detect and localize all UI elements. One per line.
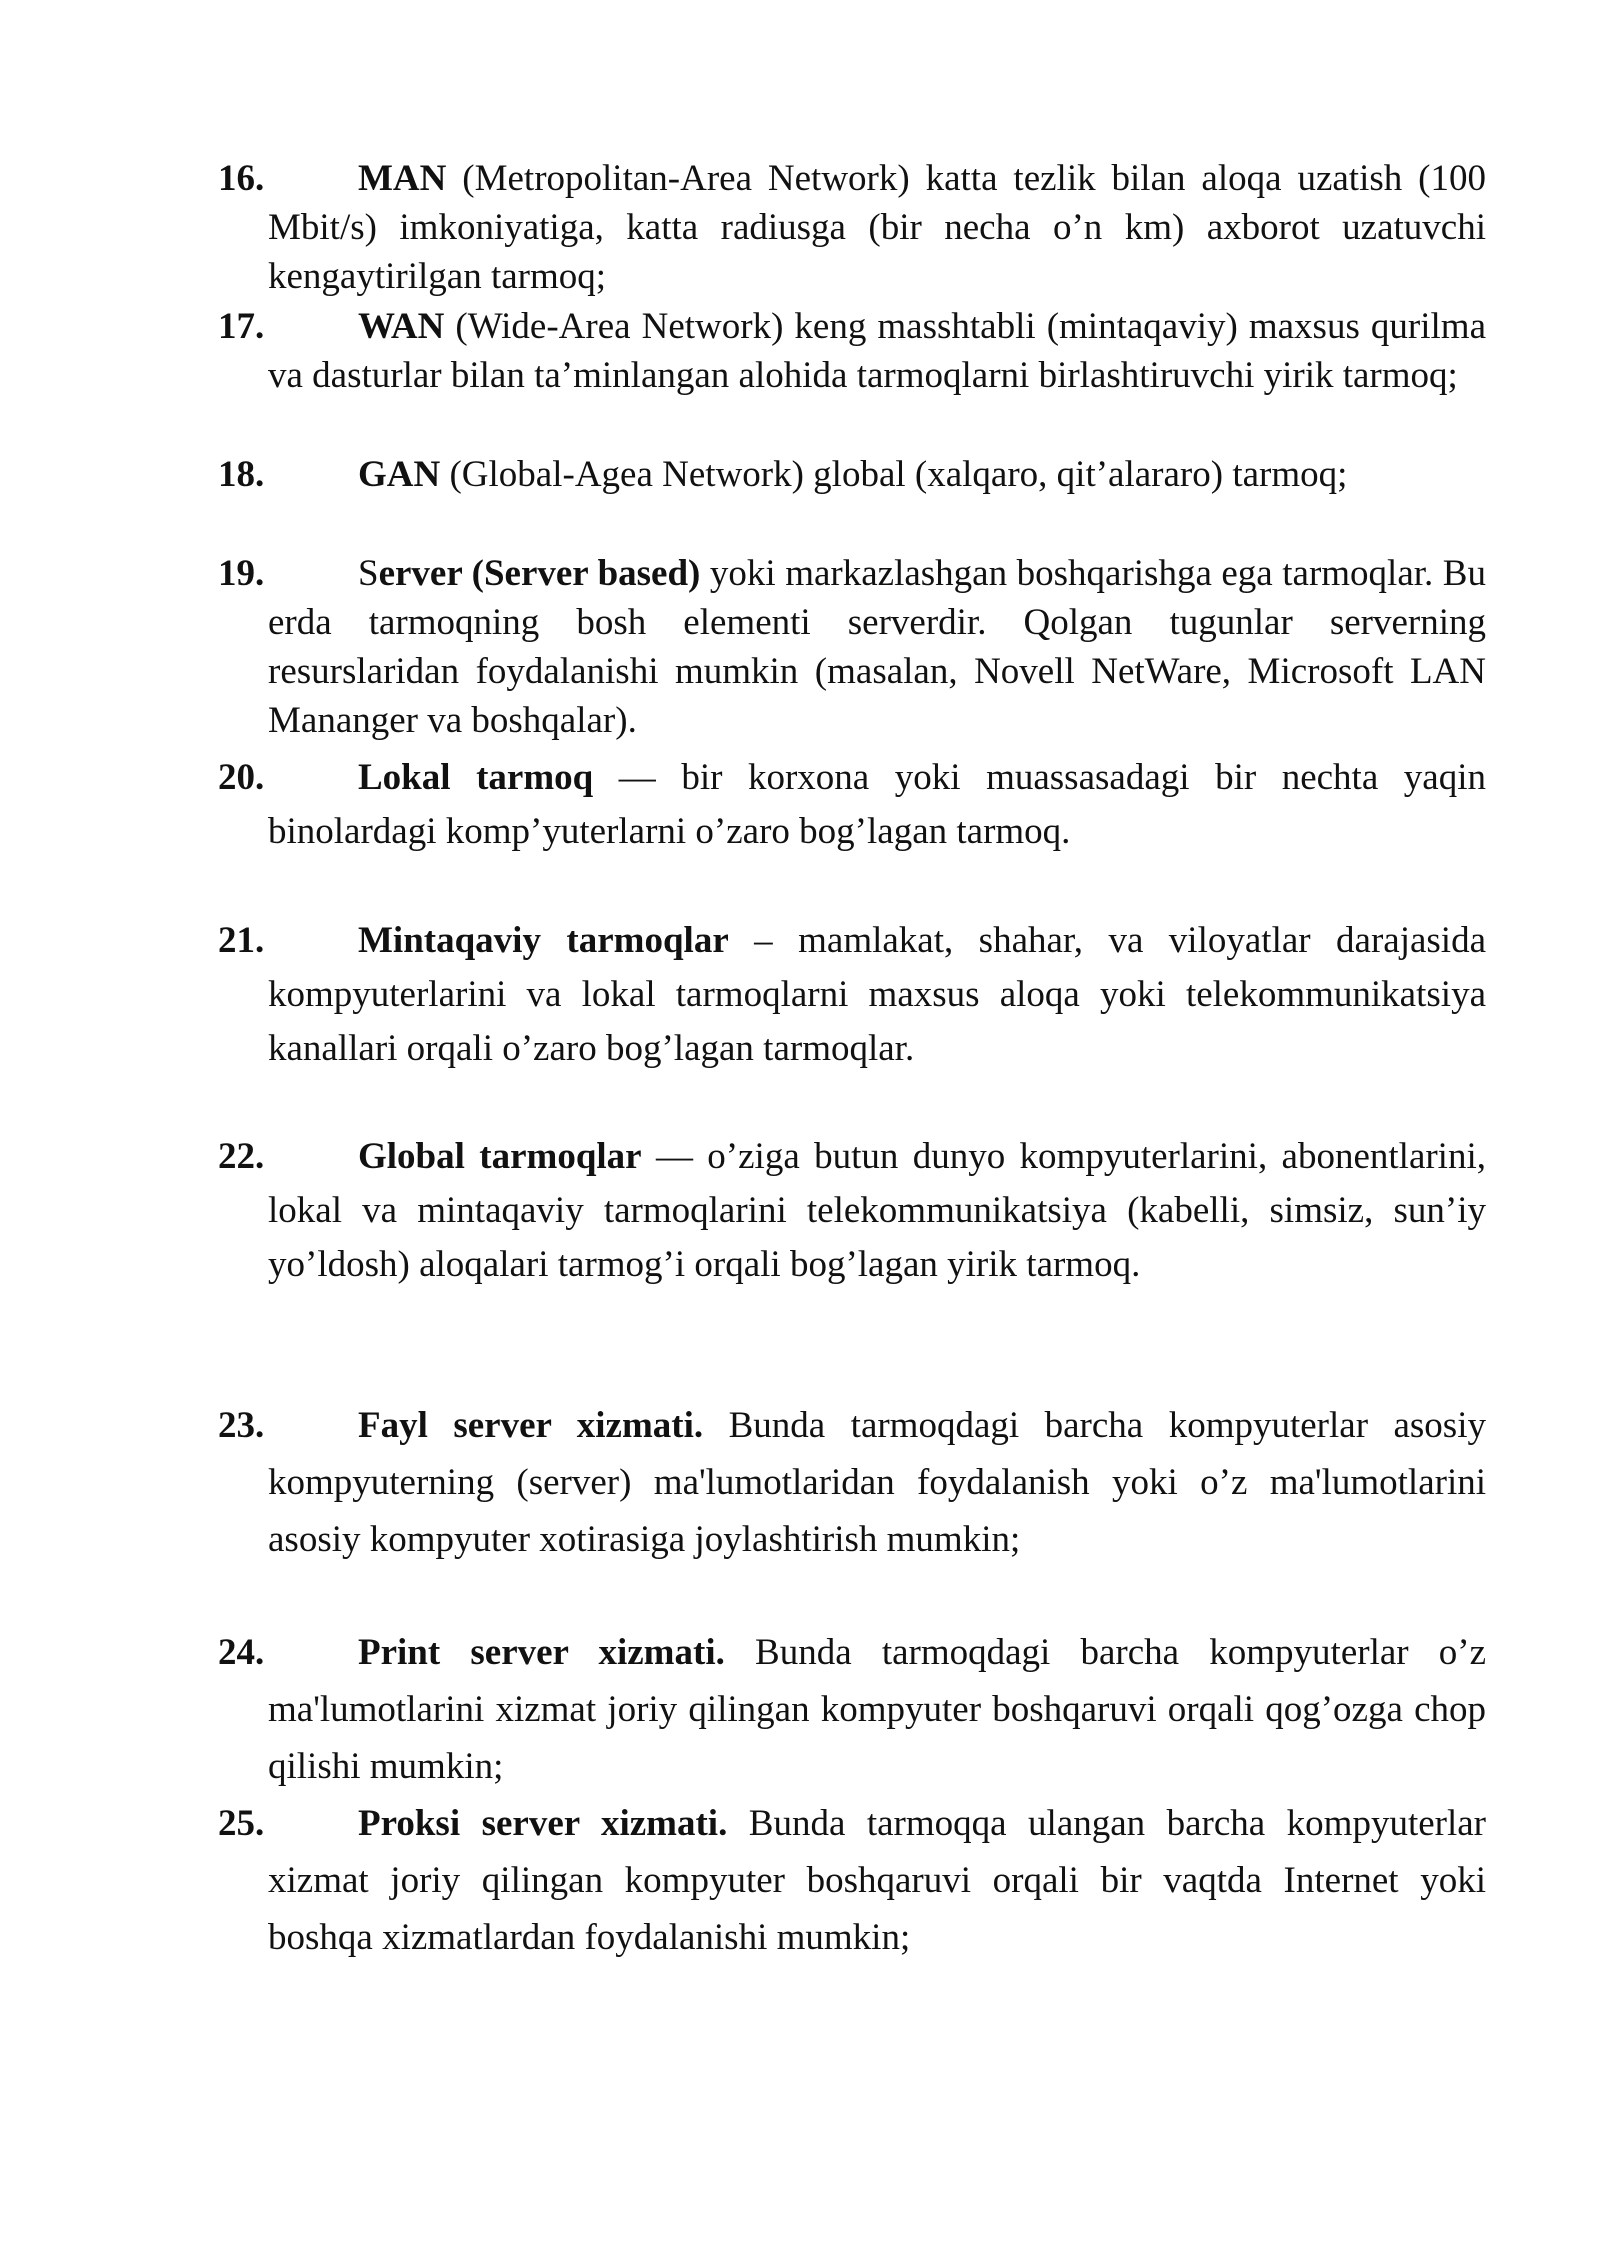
item-term-prefix: S (358, 553, 379, 594)
item-term: GAN (358, 454, 441, 495)
list-item-23 (218, 1397, 1486, 1568)
item-text: — bir korxona yoki muassasadagi bir nechta yaqin binolardagi komp’yuterlarni o’zaro bog’lagan tarmoq. (268, 757, 1487, 852)
list-item-16 (218, 154, 1486, 301)
item-number: 22. (218, 1136, 265, 1177)
list-item-22 (218, 1130, 1486, 1292)
item-number: 21. (218, 920, 265, 961)
item-number: 18. (218, 454, 265, 495)
item-text: yoki markazlashgan boshqarishga ega tarmoqlar. Bu erda tarmoqning bosh elementi serverdir. Qolgan tugunlar serverning resurslaridan foydalanishi mumkin (masalan, Novell NetWare, Microsoft LAN Mananger va boshqalar). (268, 553, 1486, 741)
item-number: 24. (218, 1632, 265, 1673)
list-item-25 (218, 1795, 1486, 1966)
item-text: Bunda tarmoqdagi barcha kompyuterlar o’z ma'lumotlarini xizmat joriy qilingan kompyuter boshqaruvi orqali qog’ozga chop qilishi mumkin; (268, 1632, 1487, 1787)
item-text: (Metropolitan-Area Network) katta tezlik bilan aloqa uzatish (100 Mbit/s) imkoniyatiga, katta radiusga (bir necha o’n km) axborot uzatuvchi kengaytirilgan tarmoq; (268, 158, 1486, 297)
item-number: 23. (218, 1405, 265, 1446)
item-number: 17. (218, 306, 265, 347)
list-item-24 (218, 1624, 1486, 1795)
item-number: 25. (218, 1803, 265, 1844)
item-term: Lokal tarmoq (358, 757, 594, 798)
item-text: (Wide-Area Network) keng masshtabli (mintaqaviy) maxsus qurilma va dasturlar bilan ta’minlangan alohida tarmoqlarni birlashtiruvchi yirik tarmoq; (268, 306, 1486, 396)
item-text: Bunda tarmoqdagi barcha kompyuterlar asosiy kompyuterning (server) ma'lumotlaridan foydalanish yoki o’z ma'lumotlarini asosiy kompyuter xotirasiga joylashtirish mumkin; (268, 1405, 1486, 1560)
item-text: Bunda tarmoqqa ulangan barcha kompyuterlar xizmat joriy qilingan kompyuter boshqaruvi orqali bir vaqtda Internet yoki boshqa xizmatlardan foydalanishi mumkin; (268, 1803, 1486, 1958)
item-term: Mintaqaviy tarmoqlar (358, 920, 729, 961)
list-item-17 (218, 302, 1486, 400)
item-term: WAN (358, 306, 445, 347)
item-term: Fayl server xizmati. (358, 1405, 704, 1446)
item-text: (Global-Agea Network) global (xalqaro, qit’alararo) tarmoq; (440, 454, 1348, 495)
list-item-19 (218, 549, 1486, 745)
item-term: Proksi server xizmati. (358, 1803, 728, 1844)
item-text: – mamlakat, shahar, va viloyatlar darajasida kompyuterlarini va lokal tarmoqlarni maxsus aloqa yoki telekommunikatsiya kanallari orqali o’zaro bog’lagan tarmoqlar. (268, 920, 1486, 1069)
item-number: 16. (218, 158, 265, 199)
item-term: Global tarmoqlar (358, 1136, 642, 1177)
item-term: erver (Server based) (378, 553, 701, 594)
item-number: 20. (218, 757, 265, 798)
item-term: Print server xizmati. (358, 1632, 725, 1673)
list-item-18 (218, 450, 1486, 499)
item-term: MAN (358, 158, 447, 199)
item-number: 19. (218, 553, 265, 594)
list-item-21 (218, 914, 1486, 1076)
list-item-20 (218, 751, 1486, 859)
item-text: — o’ziga butun dunyo kompyuterlarini, abonentlarini, lokal va mintaqaviy tarmoqlarini telekommunikatsiya (kabelli, simsiz, sun’iy yo’ldosh) aloqalari tarmog’i orqali bog’lagan yirik tarmoq. (268, 1136, 1486, 1285)
